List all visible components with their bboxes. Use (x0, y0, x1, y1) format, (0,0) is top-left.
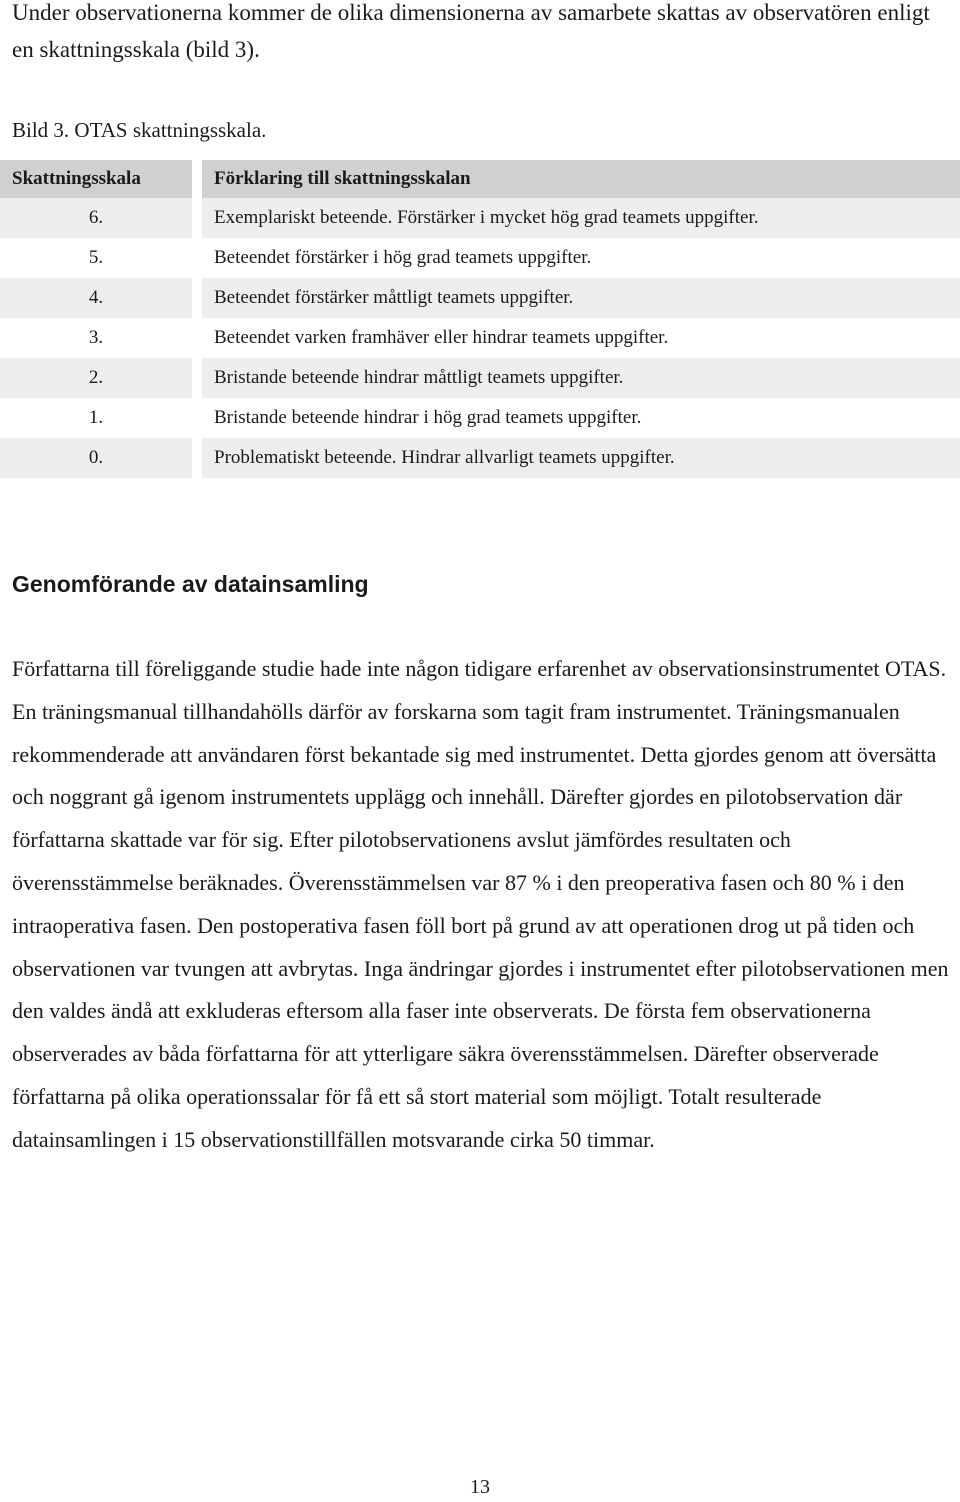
table-row (0, 398, 960, 438)
scale-explanation: Beteendet varken framhäver eller hindrar teamets uppgifter. (202, 318, 960, 358)
scale-value: 6. (0, 198, 202, 238)
scale-value: 1. (0, 398, 202, 438)
page-number: 13 (470, 1476, 490, 1498)
header-explanation: Förklaring till skattningsskalan (202, 160, 960, 198)
table-row (0, 438, 960, 478)
scale-explanation: Beteendet förstärker i hög grad teamets uppgifter. (202, 238, 960, 278)
table-row (0, 278, 960, 318)
scale-value: 0. (0, 438, 202, 478)
table-row (0, 318, 960, 358)
table-row (0, 238, 960, 278)
table-caption: Bild 3. OTAS skattningsskala. (12, 118, 267, 142)
scale-explanation: Bristande beteende hindrar måttligt teamets uppgifter. (202, 358, 960, 398)
intro-paragraph: Under observationerna kommer de olika dimensionerna av samarbete skattas av observatören enligt en skattningsskala (bild 3). (12, 0, 930, 62)
scale-explanation: Exemplariskt beteende. Förstärker i mycket hög grad teamets uppgifter. (202, 198, 960, 238)
scale-explanation: Problematiskt beteende. Hindrar allvarligt teamets uppgifter. (202, 438, 960, 478)
table-row (0, 358, 960, 398)
table-header-row (0, 160, 960, 198)
table-row (0, 198, 960, 238)
scale-explanation: Beteendet förstärker måttligt teamets uppgifter. (202, 278, 960, 318)
header-scale: Skattningsskala (0, 160, 202, 198)
rating-scale-table (0, 160, 960, 478)
scale-value: 5. (0, 238, 202, 278)
body-paragraph: Författarna till föreliggande studie hade inte någon tidigare erfarenhet av observationsinstrumentet OTAS. En träningsmanual tillhandahölls därför av forskarna som tagit fram instrumentet. Träningsmanualen rekommenderade att användaren först bekantade sig med instrumentet. Detta gjordes genom att översätta och noggrant gå igenom instrumentets upplägg och innehåll. Därefter gjordes en pilotobservation där författarna skattade var för sig. Efter pilotobservationens avslut jämfördes resultaten och överensstämmelse beräknades. Överensstämmelsen var 87 % i den preoperativa fasen och 80 % i den intraoperativa fasen. Den postoperativa fasen föll bort på grund av att operationen drog ut på tiden och observationen var tvungen att avbrytas. Inga ändringar gjordes i instrumentet efter pilotobservationen men den valdes ändå att exkluderas eftersom alla faser inte observerats. De första fem observationerna observerades av båda författarna för att ytterligare säkra överensstämmelsen. Därefter observerade författarna på olika operationssalar för få ett så stort material som möjligt. Totalt resulterade datainsamlingen i 15 observationstillfällen motsvarande cirka 50 timmar. (12, 656, 949, 1152)
scale-explanation: Bristande beteende hindrar i hög grad teamets uppgifter. (202, 398, 960, 438)
scale-value: 3. (0, 318, 202, 358)
scale-value: 2. (0, 358, 202, 398)
scale-value: 4. (0, 278, 202, 318)
section-heading: Genomförande av datainsamling (12, 571, 369, 597)
